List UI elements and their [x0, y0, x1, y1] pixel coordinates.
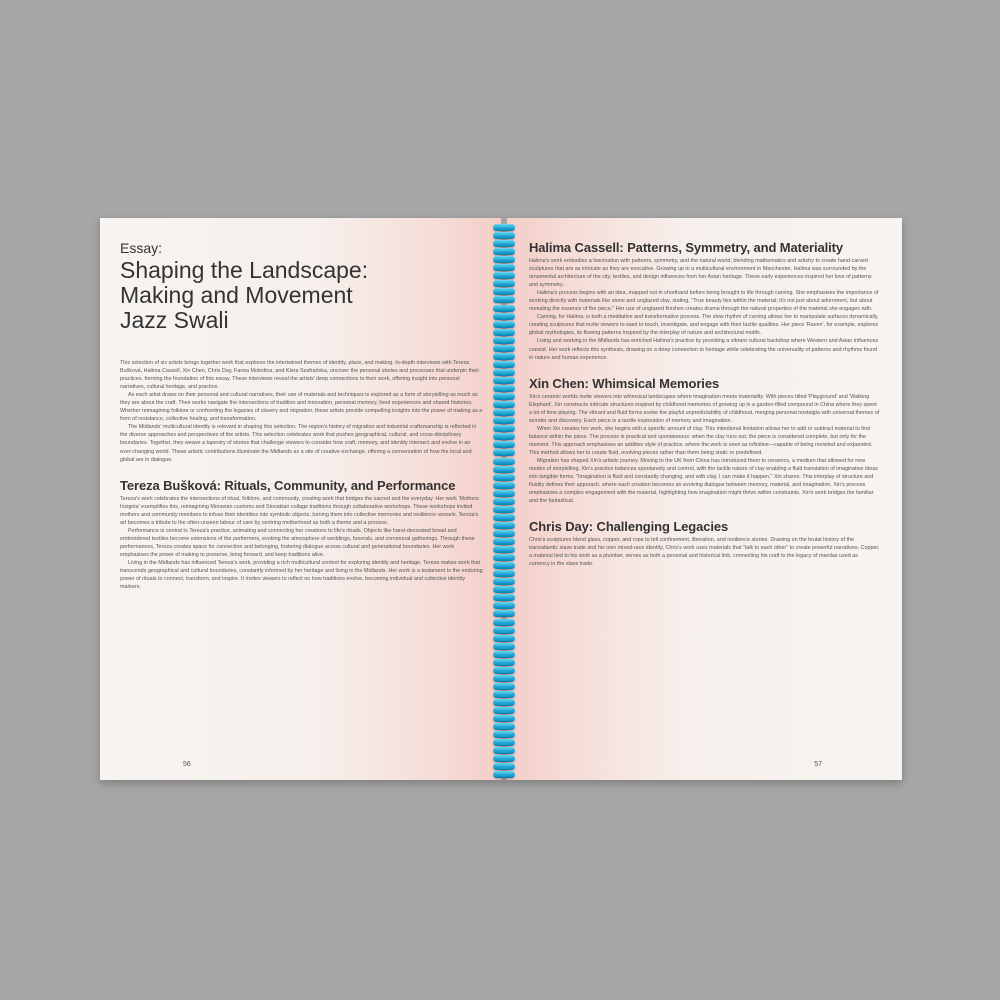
- coil-ring: [493, 433, 515, 440]
- section-tereza-buskova: [120, 478, 483, 592]
- coil-ring: [493, 305, 515, 312]
- coil-ring: [493, 321, 515, 328]
- intro-paragraph: As each artist draws on their personal and cultural narratives, their use of materials and techniques is explored as a form of storytelling as much as they are about the craft. Their works navigate the intersections of tradition and innovation, personal memory, lived experiences and shared histories. Whether reimagining folklore or confronting the legacies of slavery and migration, these artists provide compelling insights into the power of making as a form of resistance, collective healing, and transformation.: [120, 392, 483, 423]
- coil-ring: [493, 369, 515, 376]
- coil-ring: [493, 272, 515, 279]
- coil-ring: [493, 296, 515, 303]
- coil-ring: [493, 458, 515, 465]
- coil-ring: [493, 667, 515, 674]
- section-paragraph: Halima's work embodies a fascination with patterns, symmetry, and the natural world, blending mathematics and artistry to create hand-carved sculptures that are as intricate as they are evocative. Growing up in a multicultural environment in Manchester, Halima was surrounded by the ornamental architecture of the city, textiles, and design influences from her Asian heritage. These early experiences inspired her love of patterns and symmetry.: [529, 258, 872, 289]
- section-paragraph: Chris's sculptures blend glass, copper, and rope to tell confinement, liberation, and resilience stories. Drawing on the brutal history of the transatlantic slave trade and his own mixed-race identity, Chris's work uses materials that "talk to each other" to create powerful narratives. Copper, a material tied to his work as a plumber, serves as both a personal and historical link, connecting his craft to the legacy of manilas used as currency in the slave trade.: [529, 537, 880, 568]
- coil-ring: [493, 377, 515, 384]
- section-halima-cassell: [529, 240, 880, 362]
- section-paragraph: Xin's ceramic worlds invite viewers into whimsical landscapes where imagination meets materiality. With pieces titled 'Playground' and 'Walking Elephant', Xin constructs intricate structures inspired by childhood memories of growing up in a garden-filled compound in China where they spent a lot of time playing. The vibrant and fluid forms evoke the playful unpredictability of childhood, merging personal nostalgia with universal themes of wonder and discovery. Each piece is a tactile exploration of memory and imagination.: [529, 393, 880, 424]
- coil-ring: [493, 506, 515, 513]
- coil-ring: [493, 417, 515, 424]
- coil-ring: [493, 570, 515, 577]
- coil-ring: [493, 651, 515, 658]
- section-heading: Tereza Bušková: Rituals, Community, and Performance: [120, 477, 456, 493]
- page-number: 56: [183, 761, 191, 768]
- section-heading: Halima Cassell: Patterns, Symmetry, and Materiality: [529, 240, 844, 255]
- coil-ring: [493, 264, 515, 271]
- coil-ring: [493, 409, 515, 416]
- section-paragraph: Migration has shaped Xin's artistic journey. Moving to the UK from China has introduced them to ceramics, a medium that allowed for new modes of storytelling. Xin's practice balances spontaneity and control, with the tactile nature of clay enabling a fluid translation of imaginative ideas into tangible forms. "Imagination is fluid and constantly changing, and with clay, I can make it happen," Xin shares. This interplay of structure and fluidity defines their approach, where each creation becomes an evolving dialogue between memory, material, and imagination. Xin's process emphasises a complex engagement with the material, highlighting how imagination might thrive within constraints. Xin's work bridges the familiar and the fantastical.: [529, 457, 878, 505]
- coil-ring: [493, 288, 515, 295]
- essay-kicker: Essay:: [120, 240, 163, 256]
- section-paragraph: Tereza's work celebrates the intersections of ritual, folklore, and community, creating work that bridges the sacred and the everyday. Her work 'Mothers Insignia' exemplifies this, reimagining Moravian customs and Slovakian collage traditions through collaborative workshops. These workshops invited mothers and community members to infuse their identities into symbolic objects, turning them into collective memories and resilience vessels. Tereza's art becomes a tribute to the often-unseen labour of care by centring motherhood as both a theme and a process.: [120, 495, 479, 526]
- section-paragraph: Living and working in the Midlands has enriched Halima's practice by providing a vibrant cultural backdrop where Western and Asian influences coexist. Her work reflects this synthesis, drawing on a deep connection to heritage while celebrating the universality of patterns and rhythms found in nature and human experience.: [529, 338, 879, 361]
- coil-ring: [493, 498, 515, 505]
- coil-ring: [493, 425, 515, 432]
- coil-ring: [493, 313, 515, 320]
- coil-ring: [493, 530, 515, 537]
- coil-ring: [493, 232, 515, 239]
- coil-ring: [493, 707, 515, 714]
- coil-ring: [493, 739, 515, 746]
- section-paragraph: Halima's process begins with an idea, mapped out in shorthand before being brought to life through carving. She emphasises the importance of working directly with materials like stone and unglazed clay, stating, "True beauty lies within the material; it's not just about adornment, but about revealing the essence of the piece." Her use of unglazed finishes creates drama through the natural properties of the material she engages with.: [529, 290, 879, 313]
- coil-ring: [493, 482, 515, 489]
- coil-ring: [493, 619, 515, 626]
- coil-ring: [493, 699, 515, 706]
- section-chris-day: [529, 519, 880, 568]
- coil-ring: [493, 627, 515, 634]
- coil-ring: [493, 586, 515, 593]
- coil-ring: [493, 474, 515, 481]
- coil-ring: [493, 353, 515, 360]
- coil-ring: [493, 554, 515, 561]
- coil-ring: [493, 466, 515, 473]
- coil-ring: [493, 731, 515, 738]
- coil-ring: [493, 747, 515, 754]
- essay-title-line: Shaping the Landscape:: [120, 257, 369, 283]
- section-paragraph: When Xin creates her work, she begins with a specific amount of clay. This intentional limitation allows her to add or subtract material to find balance within the piece. The process is practical and spontaneous: when the clay runs out, the piece is considered complete, but only for the moment. This approach emphasises an additive style of practice, where the work is seen as infinitive—capable of being revisited and expanded. This method allows her to create fluid, evolving pieces rather than them being static or predefined.: [529, 425, 873, 456]
- coil-ring: [493, 248, 515, 255]
- coil-ring: [493, 675, 515, 682]
- coil-ring: [493, 755, 515, 762]
- coil-ring: [493, 578, 515, 585]
- coil-ring: [493, 635, 515, 642]
- coil-ring: [493, 522, 515, 529]
- coil-ring: [493, 659, 515, 666]
- coil-ring: [493, 594, 515, 601]
- coil-ring: [493, 401, 515, 408]
- coil-ring: [493, 546, 515, 553]
- section-heading: Chris Day: Challenging Legacies: [529, 519, 729, 535]
- coil-ring: [493, 280, 515, 287]
- intro-text: [120, 359, 483, 464]
- coil-ring: [493, 771, 515, 778]
- coil-ring: [493, 441, 515, 448]
- intro-paragraph: This selection of six artists brings together work that explores the intertwined themes of identity, place, and making. In-depth interviews with Tereza Bušková, Halima Cassell, Xin Chen, Chris Day, Farwa Moledina, and Klara Szafrańska, uncover the personal stories and processes that underpin their practices, forming the foundation of this essay. These interviews reveal the artists' deep connections to their work, offering insight into personal narratives, cultural heritage, and practice.: [120, 360, 480, 391]
- coil-ring: [493, 256, 515, 263]
- section-paragraph: Carving, for Halima, is both a meditative and transformative process. The slow rhythm of carving allows her to manipulate surfaces dynamically, creating sculptures that invite viewers to want to touch, investigate, and engage with their tactile qualities. Her piece 'Raven', for example, explores global mythologies, its flowing patterns inspired by the interplay of nature and architectural motifs.: [529, 314, 879, 337]
- spiral-binding: [489, 222, 519, 778]
- coil-ring: [493, 329, 515, 336]
- coil-ring: [493, 602, 515, 609]
- coil-ring: [493, 538, 515, 545]
- coil-ring: [493, 449, 515, 456]
- coil-ring: [493, 361, 515, 368]
- essay-author: Jazz Swali: [120, 307, 229, 333]
- coil-ring: [493, 683, 515, 690]
- coil-ring: [493, 240, 515, 247]
- coil-ring: [493, 514, 515, 521]
- coil-ring: [493, 723, 515, 730]
- coil-ring: [493, 763, 515, 770]
- coil-ring: [493, 610, 515, 617]
- left-page: [100, 218, 501, 780]
- right-page: [507, 218, 902, 780]
- coil-ring: [493, 643, 515, 650]
- essay-title: [120, 258, 483, 333]
- section-xin-chen: [529, 376, 880, 506]
- coil-ring: [493, 224, 515, 231]
- coil-ring: [493, 562, 515, 569]
- coil-ring: [493, 715, 515, 722]
- page-number: 57: [814, 761, 822, 768]
- coil-ring: [493, 490, 515, 497]
- section-heading: Xin Chen: Whimsical Memories: [529, 375, 720, 391]
- section-paragraph: Living in the Midlands has influenced Tereza's work, providing a rich multicultural context for exploring identity and heritage. Tereza makes work that transcends geographical and cultural boundaries, constantly informed by her heritage and living in the Midlands. Her work is a testament to the enduring power of rituals to connect, transform, and inspire. It invites viewers to reflect on how traditions evolve, becoming individual and collective identity markers.: [120, 559, 483, 591]
- coil-ring: [493, 337, 515, 344]
- coil-ring: [493, 385, 515, 392]
- section-paragraph: Performance is central to Tereza's practice, animating and connecting her creations to life's rituals. Objects like hand-decorated bread and embroidered textiles become extensions of the performers, evoking the atmosphere of weddings, funerals, and communal gatherings. Through these performances, Tereza creates space for connection and belonging, fostering dialogue across cultural and generational boundaries. Her work emphasises the power of making to preserve, bring forward, and keep traditions alive.: [120, 527, 475, 558]
- coil-ring: [493, 691, 515, 698]
- intro-paragraph: The Midlands' multicultural identity is relevant in shaping this selection. The region's history of migration and industrial craftsmanship is reflected in the diverse approaches and perspectives of the artists. This selection celebrates work that pushes geographical, cultural, and cross-disciplinary boundaries. Together, they weave a tapestry of stories that challenge viewers to consider how craft, memory, and identity intersect and evolve in an ever-changing world. These artistic contributions illuminate the Midlands as a site of creative exchange, offering a conversation of how the local and global are in dialogue.: [120, 424, 477, 463]
- essay-title-line: Making and Movement: [120, 282, 353, 308]
- coil-ring: [493, 345, 515, 352]
- coil-ring: [493, 393, 515, 400]
- open-booklet: [100, 218, 902, 780]
